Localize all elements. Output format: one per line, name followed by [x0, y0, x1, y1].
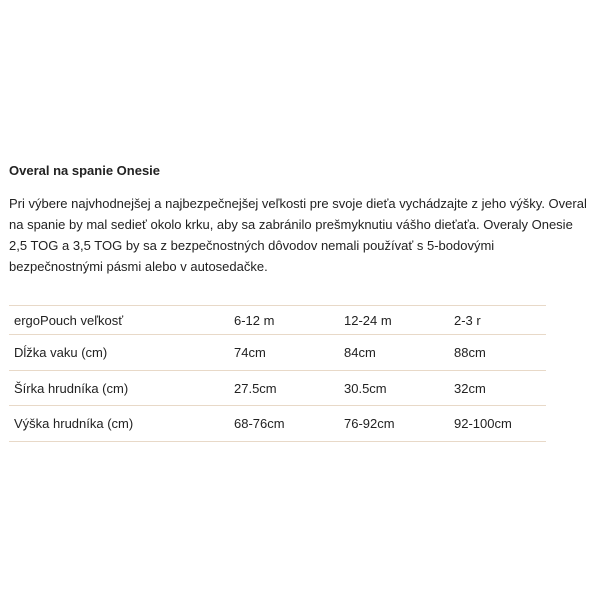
document-body: [9, 163, 591, 277]
header-cell-6-12m: 6-12 m: [234, 312, 275, 328]
row-label: Šírka hrudníka (cm): [14, 380, 129, 396]
table-cell: 32cm: [454, 380, 486, 396]
header-cell-size-label: ergoPouch veľkosť: [14, 312, 124, 328]
table-cell: 74cm: [234, 345, 266, 360]
table-cell: 92-100cm: [454, 416, 512, 431]
row-label: Výška hrudníka (cm): [14, 416, 134, 431]
table-cell: 88cm: [454, 345, 486, 360]
table-cell: 84cm: [344, 345, 376, 360]
description-paragraph: Pri výbere najvhodnejšej a najbezpečnejšej veľkosti pre svoje dieťa vychádzajte z jeho výšky. Overal na spanie by mal sedieť okolo krku, aby sa zabránilo prešmyknutiu vášho dieťaťa. Overaly Onesie 2,5 TOG a 3,5 TOG by sa z bezpečnostných dôvodov nemali používať s 5-bodovými bezpečnostnými pásmi alebo v autosedačke.: [9, 196, 587, 274]
table-cell: 30.5cm: [344, 380, 387, 396]
table-cell: 27.5cm: [234, 380, 277, 396]
header-cell-12-24m: 12-24 m: [344, 312, 392, 328]
page-title: Overal na spanie Onesie: [9, 163, 161, 178]
table-row: [9, 335, 546, 371]
table-row: [9, 406, 546, 442]
row-label: Dĺžka vaku (cm): [14, 345, 108, 360]
size-table: [9, 305, 546, 442]
table-cell: 76-92cm: [344, 416, 395, 431]
table-cell: 68-76cm: [234, 416, 285, 431]
header-cell-2-3r: 2-3 r: [454, 312, 481, 328]
table-header-row: [9, 306, 546, 335]
table-row: [9, 371, 546, 406]
